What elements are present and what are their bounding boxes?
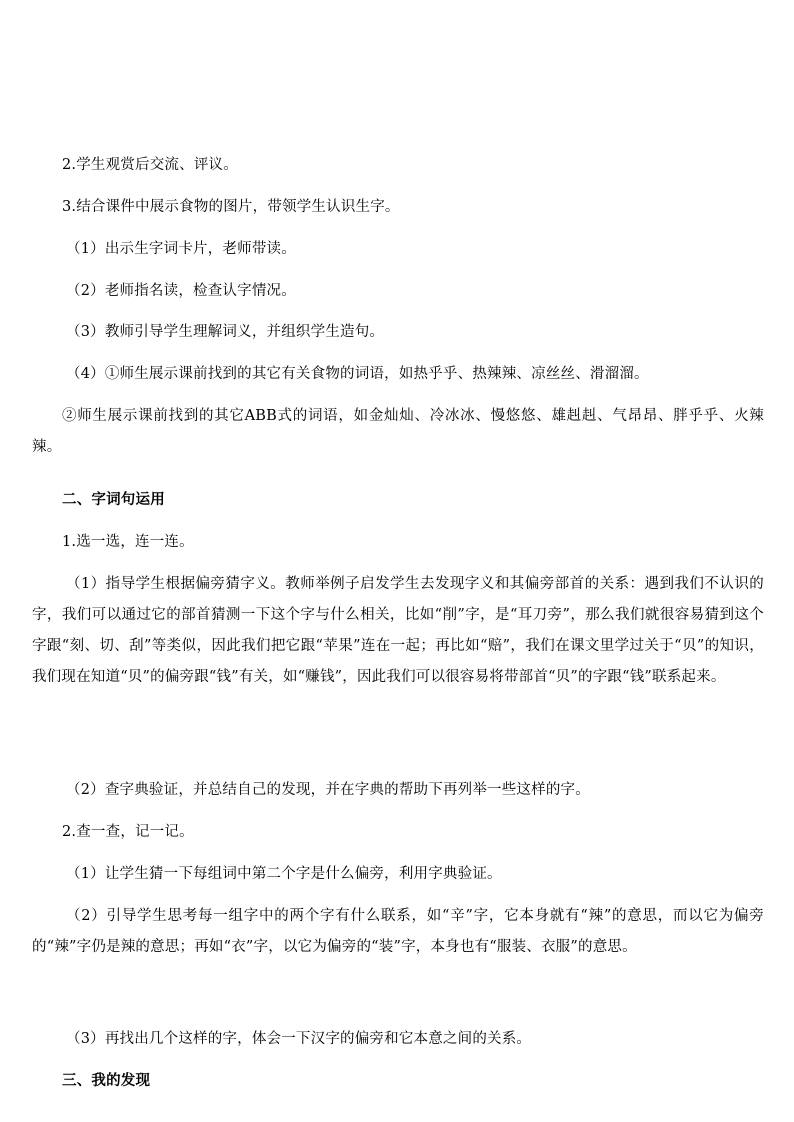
paragraph-2-2: 2.查一查，记一记。 [62, 824, 194, 840]
paragraph-2-2-3: （3）再找出几个这样的字，体会一下汉字的偏旁和它本意之间的关系。 [66, 1031, 532, 1047]
paragraph-substep-1: （1）出示生字词卡片，老师带读。 [66, 241, 296, 257]
paragraph-step-2: 2.学生观赏后交流、评议。 [62, 157, 238, 173]
paragraph-substep-4: （4）①师生展示课前找到的其它有关食物的词语，如热乎乎、热辣辣、凉丝丝、滑溜溜。 [66, 366, 649, 382]
paragraph-substep-4-b: ②师生展示课前找到的其它ABB式的词语，如金灿灿、冷冰冰、慢悠悠、雄赳赳、气昂昂、胖乎乎、火辣辣。 [32, 408, 764, 455]
paragraph-2-1-1: （1）指导学生根据偏旁猜字义。教师举例子启发学生去发现字义和其偏旁部首的关系：遇到我们不认识的字，我们可以通过它的部首猜测一下这个字与什么相关，比如“削”字，是“耳刀旁”，那么我们就很容易猜到这个字跟“刻、切、刮”等类似，因此我们把它跟“苹果”连在一起；再比如“赔”，我们在课文里学过关于“贝”的知识，我们现在知道“贝”的偏旁跟“钱”有关，如“赚钱”，因此我们可以很容易将带部首“贝”的字跟“钱”联系起来。 [32, 576, 764, 685]
section-heading-2: 二、字词句运用 [62, 491, 165, 508]
paragraph-2-1: 1.选一选，连一连。 [62, 534, 194, 550]
section-heading-3: 三、我的发现 [62, 1072, 151, 1089]
paragraph-substep-3: （3）教师引导学生理解词义，并组织学生造句。 [66, 324, 385, 340]
paragraph-2-2-2: （2）引导学生思考每一组字中的两个字有什么联系，如“辛”字，它本身就有“辣”的意思，而以它为偏旁的“辣”字仍是辣的意思；再如“衣”字，以它为偏旁的“装”字，本身也有“服装、衣服”的意思。 [32, 908, 764, 955]
paragraph-2-2-1: （1）让学生猜一下每组词中第二个字是什么偏旁，利用字典验证。 [66, 866, 502, 882]
paragraph-substep-2: （2）老师指名读，检查认字情况。 [66, 283, 296, 299]
paragraph-step-3: 3.结合课件中展示食物的图片，带领学生认识生字。 [62, 199, 400, 215]
paragraph-2-1-2: （2）查字典验证，并总结自己的发现，并在字典的帮助下再列举一些这样的字。 [66, 782, 590, 798]
